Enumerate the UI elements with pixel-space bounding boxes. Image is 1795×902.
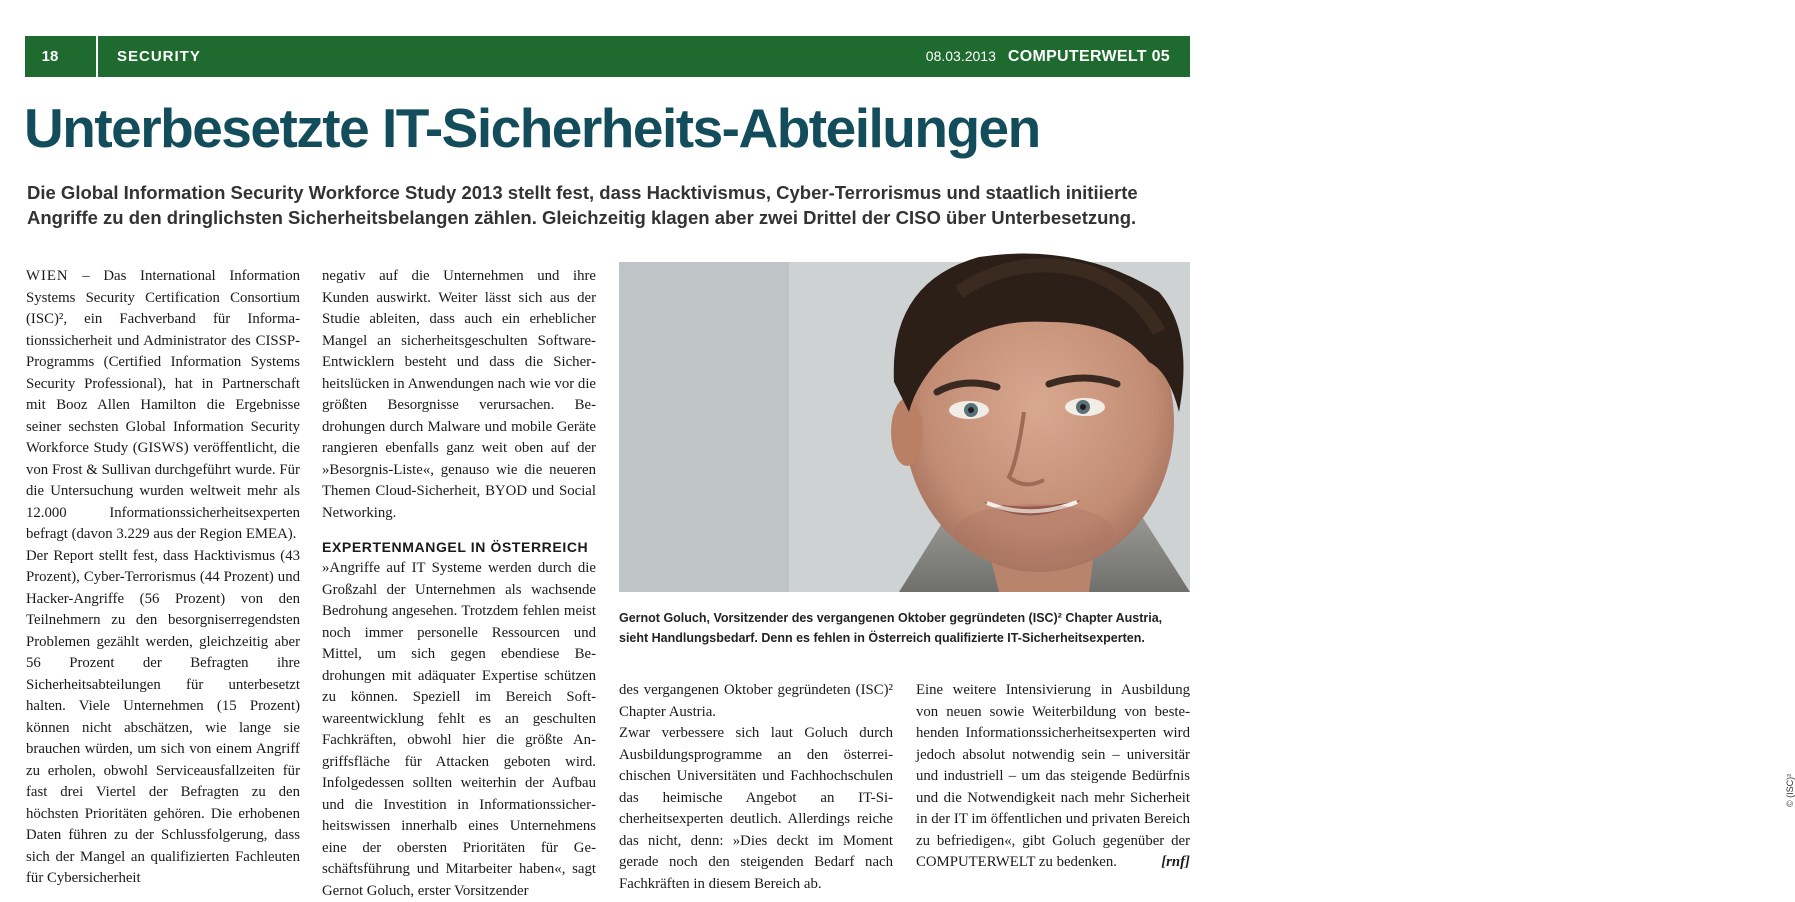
paragraph-training: Zwar verbessere sich laut Goluch durch Ausbildungsprogramme an den österreichischen Universitäten und Fachhochschulen das heimische Angebot an IT-Sicherheitsexperten deutlich. Allerdings reiche das nicht, denn: »Dies deckt im Moment gerade noch den steigenden Bedarf nach Fachkräften in diesem Bereich ab. bbox=[619, 725, 893, 892]
article-dek: Die Global Information Security Workforce Study 2013 stellt fest, dass Hacktivismus, Cyber-Terrorismus und staatlich initiierte Angriffe zu den dringlichsten Sicherheitsbelangen zählen. Gleichzeitig klagen aber zwei Drittel der CISO über Unterbesetzung. bbox=[27, 182, 1138, 228]
paragraph-consequences: negativ auf die Unternehmen und ihre Kunden auswirkt. Weiter lässt sich aus der Studie ableiten, dass auch ein erheblicher Mangel an sicherheitsgeschulten Software-Entwicklern besteht und dass die Sicherheitslücken in Anwendungen nach wie vor die größten Besorgnisse verursachen. Bedrohungen durch Malware und mobile Geräte rangieren ebenfalls ganz weit oben auf der »Besorgnis-Liste«, genauso wie die neueren Themen Cloud-Sicherheit, BYOD und Social Networking. bbox=[322, 268, 596, 521]
paragraph-quote-end: des vergangenen Oktober gegründeten (ISC)² Chapter Austria. bbox=[619, 682, 893, 720]
page-number: 18 bbox=[41, 48, 59, 65]
section-label: SECURITY bbox=[117, 48, 201, 65]
issue-info bbox=[926, 36, 1170, 77]
publication-name: COMPUTERWELT 05 bbox=[1007, 48, 1170, 65]
dateline: WIEN bbox=[26, 268, 69, 284]
paragraph-intro bbox=[26, 266, 300, 546]
text-column-3 bbox=[619, 680, 893, 895]
text-column-2 bbox=[322, 266, 596, 902]
portrait-illustration bbox=[619, 262, 1190, 592]
paragraph-quote: »Angriffe auf IT Systeme werden durch die Großzahl der Unternehmen als wachsende Bedrohung angesehen. Trotzdem fehlen meist noch immer personelle Ressourcen und Mittel, um sich gegen ebendiese Bedrohungen mit adäquater Expertise schützen zu können. Speziell im Bereich Softwareentwicklung fehlt es an geschulten Fachkräften, obwohl hier die größte Angriffsfläche für Attacken geboten wird. Infolgedessen sollten weiterhin der Aufbau und die Investition in Informationssicherheitswissen innerhalb eines Unternehmens eine der obersten Prioritäten für Geschäftsführung und Mitarbeiter haben«, sagt Gernot Goluch, erster Vorsitzender bbox=[322, 560, 596, 899]
photo-caption: Gernot Goluch, Vorsitzender des vergangenen Oktober gegründeten (ISC)² Chapter Austria, sieht Handlungsbedarf. Denn es fehlen in Österreich qualifizierte IT-Sicherheitsexperten. bbox=[619, 611, 1163, 645]
article-headline: Unterbesetzte IT-Sicherheits-Abteilungen bbox=[24, 97, 1040, 159]
text-column-1 bbox=[26, 266, 300, 890]
page-header-bar bbox=[25, 36, 1190, 77]
issue-date: 08.03.2013 bbox=[925, 48, 996, 64]
paragraph-report: Der Report stellt fest, dass Hacktivismus (43 Prozent), Cyber-Terrorismus (44 Prozent) und Hacker-Angriffe (56 Prozent) von den Teilnehmern zu den besorgniserregendsten Problemen gezählt werden, gleichzeitig aber 56 Prozent der Befragten ihre Sicherheitsabteilungen für unterbesetzt halten. Viele Unternehmen (15 Prozent) können nicht abschätzen, wie lange sie brauchen würden, um sich von einem Angriff zu erholen, obwohl Serviceausfallzeiten für fast drei Viertel der Befragten zu den höchsten Prioritäten gehören. Die erhobenen Daten führen zu der Schlussfolgerung, dass sich der Mangel an qualifizierten Fachleuten für Cybersicherheit bbox=[26, 547, 300, 886]
photo-credit: © (ISC)² bbox=[1785, 773, 1795, 807]
paragraph-intro-text: – Das International Information Systems Security Certification Consortium (ISC)², ein Fachverband für Informationssicherheit und Administrator des CISSP-Programms (Certified Information Systems Security Professional), hat in Partnerschaft mit Booz Allen Hamilton die Ergebnisse seiner sechsten Global Information Security Workforce Study (GISWS) veröffentlicht, die von Frost & Sullivan durchgeführt wurde. Für die Untersuchung wurden weltweit mehr als 12.000 Informationssicherheitsexperten befragt (davon 3.229 aus der Region EMEA). bbox=[26, 268, 300, 542]
header-divider bbox=[96, 36, 98, 77]
subheading-expertenmangel: EXPERTENMANGEL IN ÖSTERREICH bbox=[322, 539, 589, 555]
paragraph-conclusion: Eine weitere Intensivierung in Ausbildung von neuen sowie Weiterbildung von bestehenden Informationssicherheitsexperten wird jedoch absolut notwendig sein – universitär und industriell – um das steigende Bedürfnis und die Notwendigkeit nach mehr Sicherheit in der IT im öffentlichen und privaten Bereich zu befriedigen«, gibt Goluch gegenüber der COMPUTERWELT zu bedenken. bbox=[916, 682, 1190, 870]
author-signature: [rnf] bbox=[1161, 854, 1190, 870]
text-column-4 bbox=[916, 680, 1190, 874]
